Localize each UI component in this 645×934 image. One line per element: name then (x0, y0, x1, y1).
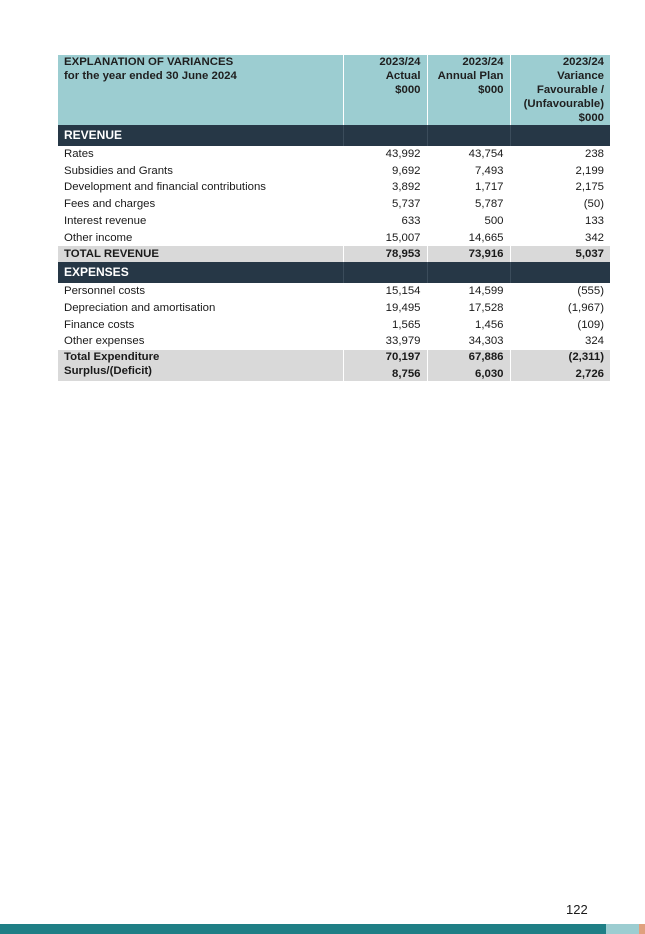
total-expenditure-row: Total Expenditure Surplus/(Deficit) 70,197 8,756 67,886 6,030 (2,311) 2,726 (58, 350, 610, 381)
surplus-deficit-label: Surplus/(Deficit) (64, 365, 152, 378)
footer-bar-accent (639, 924, 645, 934)
table-row: Other income 15,007 14,665 342 (58, 230, 610, 247)
table-row: Finance costs 1,565 1,456 (109) (58, 317, 610, 334)
table-row: Personnel costs 15,154 14,599 (555) (58, 283, 610, 300)
col-header-variance: 2023/24 Variance Favourable / (Unfavourable) $000 (510, 55, 610, 125)
revenue-section-heading: REVENUE (58, 125, 610, 146)
table-header (58, 55, 610, 125)
page-number: 122 (566, 902, 588, 917)
col-header-plan: 2023/24 Annual Plan $000 (427, 55, 510, 125)
table-row: Subsidies and Grants 9,692 7,493 2,199 (58, 163, 610, 180)
expenses-section-heading: EXPENSES (58, 262, 610, 283)
total-revenue-row: TOTAL REVENUE 78,953 73,916 5,037 (58, 246, 610, 262)
total-expenditure-label: Total Expenditure (64, 351, 160, 364)
table-row: Other expenses 33,979 34,303 324 (58, 333, 610, 350)
footer-bar-light (606, 924, 639, 934)
table-title: EXPLANATION OF VARIANCES for the year ended 30 June 2024 (58, 55, 343, 125)
table-row: Depreciation and amortisation 19,495 17,528 (1,967) (58, 300, 610, 317)
table-row: Development and financial contributions 3,892 1,717 2,175 (58, 179, 610, 196)
footer-bar (0, 924, 606, 934)
col-header-actual: 2023/24 Actual $000 (343, 55, 427, 125)
variance-table (58, 55, 610, 381)
table-row: Interest revenue 633 500 133 (58, 213, 610, 230)
table-row: Rates 43,992 43,754 238 (58, 146, 610, 163)
table-row: Fees and charges 5,737 5,787 (50) (58, 196, 610, 213)
